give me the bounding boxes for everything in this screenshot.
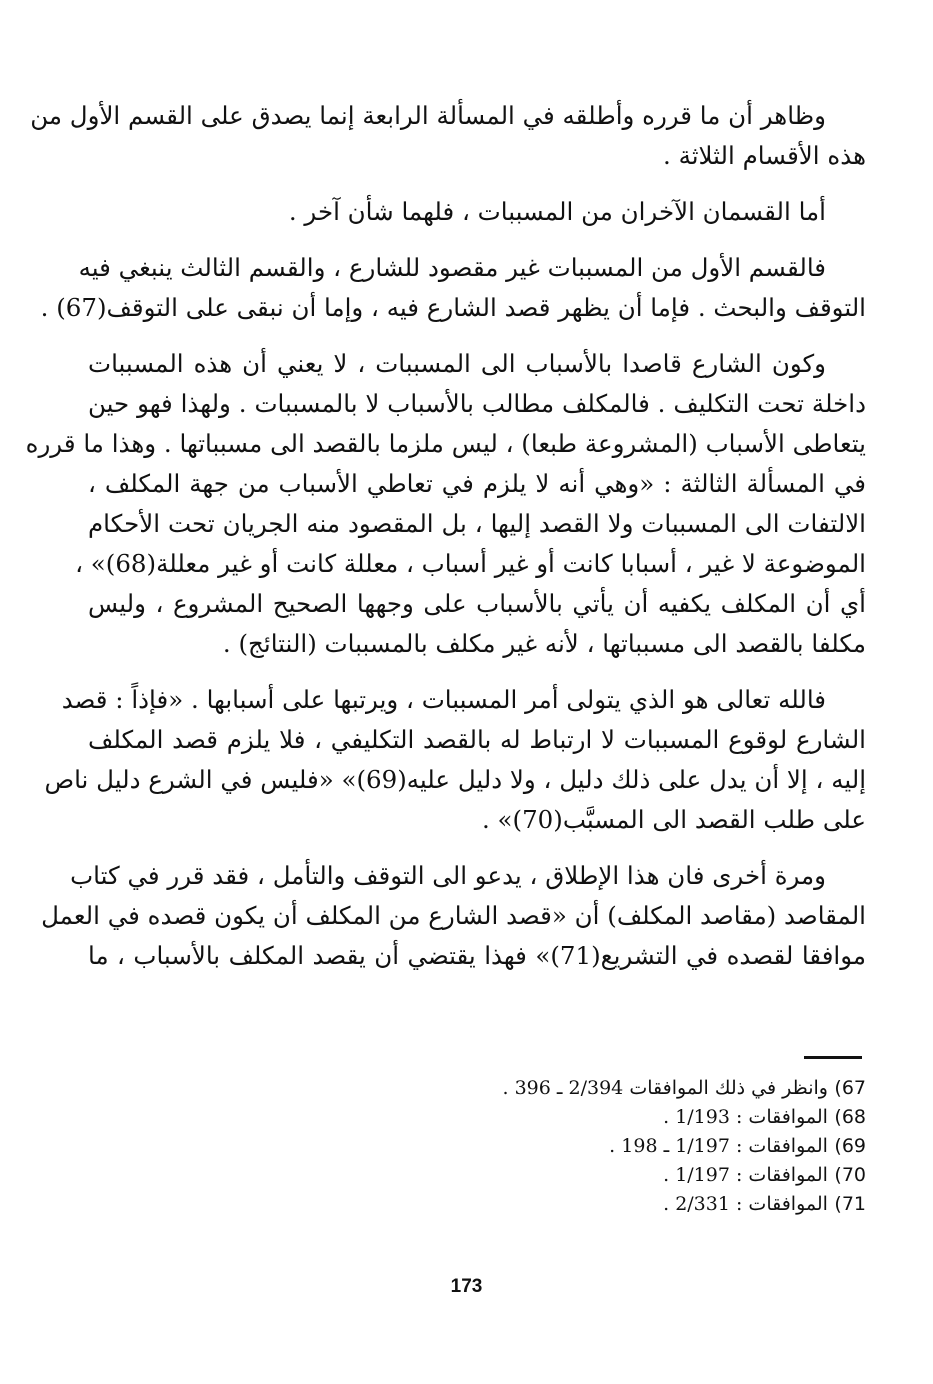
paragraph-4 [25,344,866,664]
paragraph-line: داخلة تحت التكليف . فالمكلف مطالب بالأسباب لا بالمسببات . ولهذا فهو حين [88,389,866,418]
paragraph-line: هذه الأقسام الثلاثة . [663,141,866,170]
footnote-number: 71) [834,1193,866,1215]
footnote-number: 69) [834,1135,866,1157]
paragraph-line: على طلب القصد الى المسبَّب(70)» . [481,805,866,834]
page-body [25,96,866,992]
paragraph-line: الموضوعة لا غير ، أسبابا كانت أو غير أسباب ، معللة كانت أو غير معللة(68)» ، [75,549,866,578]
paragraph-line: الشارع لوقوع المسببات لا ارتباط له بالقصد التكليفي ، فلا يلزم قصد المكلف [88,725,866,754]
footnote-number: 70) [834,1164,866,1186]
paragraph-line: أي أن المكلف يكفيه أن يأتي بالأسباب على وجهها الصحيح المشروع ، وليس [88,589,866,618]
footnote [300,1190,866,1219]
paragraph-6 [41,856,866,976]
paragraph-line: وظاهر أن ما قرره وأطلقه في المسألة الرابعة إنما يصدق على القسم الأول من [30,101,826,130]
footnote [300,1074,866,1103]
paragraph-line: إليه ، إلا أن يدل على ذلك دليل ، ولا دليل عليه(69)» «فليس في الشرع دليل ناص [44,765,866,794]
footnote [300,1161,866,1190]
paragraph-line: ومرة أخرى فان هذا الإطلاق ، يدعو الى التوقف والتأمل ، فقد قرر في كتاب [70,861,826,890]
footnote [300,1132,866,1161]
paragraph-line: وكون الشارع قاصدا بالأسباب الى المسببات ، لا يعني أن هذه المسببات [88,349,826,378]
footnote-number: 67) [834,1077,866,1099]
paragraph-2 [88,192,866,232]
footnote-text: الموافقات : 1/193 . [663,1106,828,1128]
footnote [300,1103,866,1132]
footnote-text: وانظر في ذلك الموافقات 2/394 ـ 396 . [502,1077,828,1099]
paragraph-line: فالله تعالى هو الذي يتولى أمر المسببات ، ويرتبها على أسبابها . «فإذاً : قصد [61,685,826,714]
paragraph-line: موافقا لقصده في التشريع(71)» فهذا يقتضي أن يقصد المكلف بالأسباب ، ما [88,941,866,970]
paragraph-line: يتعاطى الأسباب (المشروعة طبعا) ، ليس ملزما بالقصد الى مسبباتها . وهذا ما قرره [25,429,866,458]
footnote-text: الموافقات : 2/331 . [663,1193,828,1215]
footnote-text: الموافقات : 1/197 . [663,1164,828,1186]
paragraph-5 [44,680,866,840]
footnote-divider [804,1056,862,1059]
paragraph-line: في المسألة الثالثة : «وهي أنه لا يلزم في تعاطي الأسباب من جهة المكلف ، [88,469,866,498]
footnote-text: الموافقات : 1/197 ـ 198 . [609,1135,828,1157]
paragraph-line: الالتفات الى المسببات ولا القصد إليها ، بل المقصود منه الجريان تحت الأحكام [88,509,866,538]
paragraph-3 [40,248,866,328]
paragraph-line: المقاصد (مقاصد المكلف) أن «قصد الشارع من المكلف أن يكون قصده في العمل [41,901,866,930]
paragraph-line: مكلفا بالقصد الى مسبباتها ، لأنه غير مكلف بالمسببات (النتائج) . [222,629,866,658]
footnote-number: 68) [834,1106,866,1128]
paragraph-1 [30,96,866,176]
page-number: 173 [450,1276,483,1297]
paragraph-line: التوقف والبحث . فإما أن يظهر قصد الشارع فيه ، وإما أن نبقى على التوقف(67) . [40,293,866,322]
footnotes [300,1074,866,1219]
paragraph-line: فالقسم الأول من المسببات غير مقصود للشارع ، والقسم الثالث ينبغي فيه [78,253,826,282]
paragraph-line: أما القسمان الآخران من المسببات ، فلهما شأن آخر . [288,197,826,226]
